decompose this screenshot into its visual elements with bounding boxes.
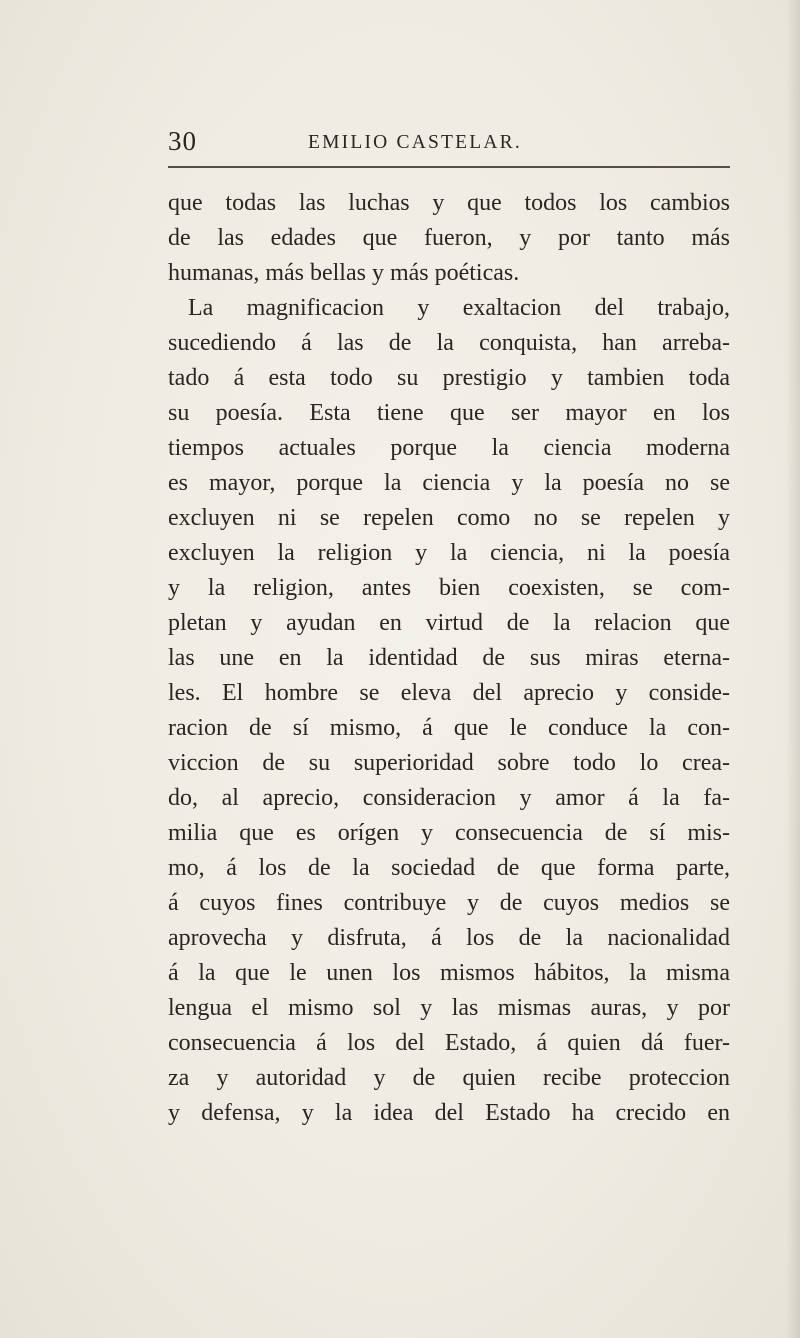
text-line: su poesía. Esta tiene que ser mayor en los	[168, 400, 730, 426]
text-line: y defensa, y la idea del Estado ha crecido en	[168, 1100, 730, 1126]
text-line: les. El hombre se eleva del aprecio y conside-	[168, 680, 730, 706]
running-head: EMILIO CASTELAR.	[308, 132, 522, 153]
page-number: 30	[168, 126, 197, 156]
text-line: sucediendo á las de la conquista, han arreba-	[168, 330, 730, 356]
text-line: excluyen la religion y la ciencia, ni la poesía	[168, 540, 730, 566]
header-rule	[168, 166, 730, 168]
text-line: y la religion, antes bien coexisten, se com-	[168, 575, 730, 601]
text-line: mo, á los de la sociedad de que forma parte,	[168, 855, 730, 881]
text-line: viccion de su superioridad sobre todo lo crea-	[168, 750, 730, 776]
text-line: do, al aprecio, consideracion y amor á la fa-	[168, 785, 730, 811]
text-line: las une en la identidad de sus miras eterna-	[168, 645, 730, 671]
text-line: tado á esta todo su prestigio y tambien toda	[168, 365, 730, 391]
text-line: humanas, más bellas y más poéticas.	[168, 260, 520, 286]
text-line: pletan y ayudan en virtud de la relacion que	[168, 610, 730, 636]
text-line: consecuencia á los del Estado, á quien dá fuer-	[168, 1030, 730, 1056]
text-line: za y autoridad y de quien recibe proteccion	[168, 1065, 730, 1091]
body-text	[168, 186, 730, 1131]
text-line: La magnificacion y exaltacion del trabajo,	[188, 295, 730, 321]
text-line: excluyen ni se repelen como no se repelen y	[168, 505, 730, 531]
text-line: milia que es orígen y consecuencia de sí mis-	[168, 820, 730, 846]
text-line: racion de sí mismo, á que le conduce la con-	[168, 715, 730, 741]
text-line: á la que le unen los mismos hábitos, la misma	[168, 960, 730, 986]
text-line: lengua el mismo sol y las mismas auras, y por	[168, 995, 730, 1021]
text-line: á cuyos fines contribuye y de cuyos medios se	[168, 890, 730, 916]
text-line: tiempos actuales porque la ciencia moderna	[168, 435, 730, 461]
page-header	[168, 126, 730, 160]
text-line: aprovecha y disfruta, á los de la nacionalidad	[168, 925, 730, 951]
text-line: de las edades que fueron, y por tanto más	[168, 225, 730, 251]
text-line: que todas las luchas y que todos los cambios	[168, 190, 730, 216]
page-edge-shadow	[786, 0, 800, 1338]
text-line: es mayor, porque la ciencia y la poesía no se	[168, 470, 730, 496]
